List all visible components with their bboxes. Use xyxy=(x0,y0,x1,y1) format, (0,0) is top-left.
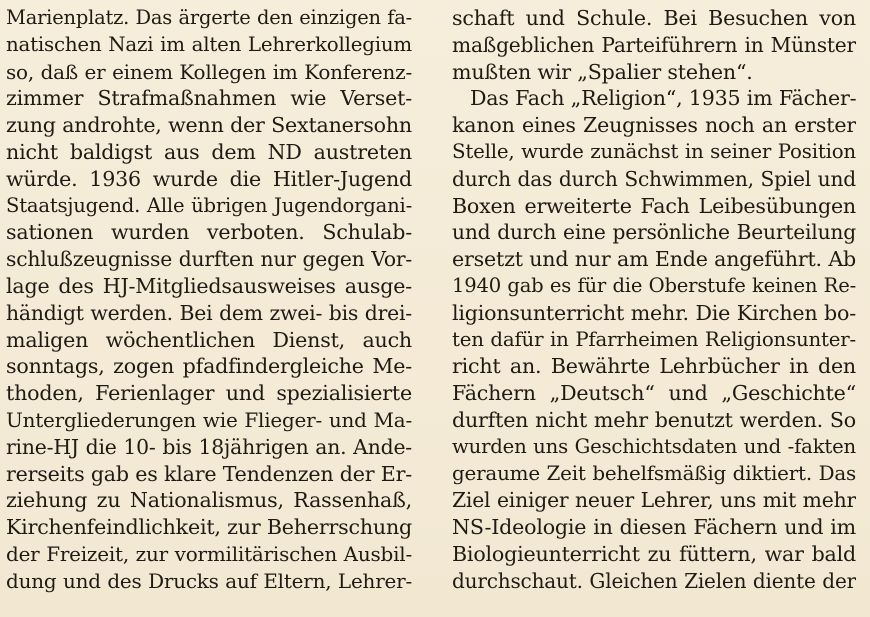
text-line: durch das durch Schwimmen, Spiel und xyxy=(452,166,856,191)
text-line: zimmer Strafmaßnahmen wie Verset- xyxy=(6,86,412,111)
right-text-column xyxy=(452,5,856,595)
text-line: Kirchenfeindlichkeit, zur Beherrschung xyxy=(6,515,412,540)
text-line: Marienplatz. Das ärgerte den einzigen fa- xyxy=(6,6,412,29)
text-line: maßgeblichen Parteiführern in Münster xyxy=(452,32,856,57)
text-line: ten dafür in Pfarrheimen Religionsunter- xyxy=(452,327,856,351)
text-line: wurden uns Geschichtsdaten und -fakten xyxy=(452,434,856,458)
text-line: lage des HJ-Mitgliedsausweises ausge- xyxy=(6,273,412,298)
text-line: geraume Zeit behelfsmäßig diktiert. Das xyxy=(452,461,856,485)
text-line: dung und des Drucks auf Eltern, Lehrer- xyxy=(6,568,412,593)
text-line: NS-Ideologie in diesen Fächern und im xyxy=(452,515,856,540)
text-line: maligen wöchentlichen Dienst, auch xyxy=(6,327,412,352)
text-line: der Freizeit, zur vormilitärischen Ausbil- xyxy=(6,541,412,566)
text-line: Das Fach „Religion“, 1935 im Fächer- xyxy=(470,86,856,111)
text-line: richt an. Bewährte Lehrbücher in den xyxy=(452,354,856,379)
text-line: thoden, Ferienlager und spezialisierte xyxy=(6,381,412,406)
text-line: würde. 1936 wurde die Hitler-Jugend xyxy=(6,166,412,191)
text-line: und durch eine persönliche Beurteilung xyxy=(452,220,856,245)
text-line: Untergliederungen wie Flieger- und Ma- xyxy=(6,407,412,432)
text-line: Boxen erweiterte Fach Leibesübungen xyxy=(452,193,856,218)
text-line: schlußzeugnisse durften nur gegen Vor- xyxy=(6,247,412,272)
text-line: 1940 gab es für die Oberstufe keinen Re- xyxy=(452,273,856,297)
text-line: Ziel einiger neuer Lehrer, uns mit mehr xyxy=(452,488,856,513)
text-line: Biologieunterricht zu füttern, war bald xyxy=(452,541,856,566)
text-line: zung androhte, wenn der Sextanersohn xyxy=(6,113,412,138)
text-line: ersetzt und nur am Ende angeführt. Ab xyxy=(452,247,856,272)
text-line: ligionsunterricht mehr. Die Kirchen bo- xyxy=(452,300,856,325)
text-line: schaft und Schule. Bei Besuchen von xyxy=(452,6,856,30)
text-line: durchschaut. Gleichen Zielen diente der xyxy=(452,568,856,593)
text-line: rine-HJ die 10- bis 18jährigen an. Ande- xyxy=(6,434,412,459)
text-line: natischen Nazi im alten Lehrerkollegium xyxy=(6,32,412,56)
text-line: ziehung zu Nationalismus, Rassenhaß, xyxy=(6,488,412,513)
text-line: Staatsjugend. Alle übrigen Jugendorgani- xyxy=(6,193,412,217)
text-line: händigt werden. Bei dem zwei- bis drei- xyxy=(6,300,412,325)
text-line: sationen wurden verboten. Schulab- xyxy=(6,220,412,245)
text-line: so, daß er einem Kollegen im Konferenz- xyxy=(6,59,412,84)
text-line: rerseits gab es klare Tendenzen der Er- xyxy=(6,461,412,486)
left-text-column xyxy=(6,5,412,595)
text-line: mußten wir „Spalier stehen“. xyxy=(452,59,753,84)
text-line: Fächern „Deutsch“ und „Geschichte“ xyxy=(452,381,856,406)
text-line: Stelle, wurde zunächst in seiner Position xyxy=(452,139,856,163)
text-line: kanon eines Zeugnisses noch an erster xyxy=(452,113,856,138)
text-line: nicht baldigst aus dem ND austreten xyxy=(6,139,412,164)
text-line: durften nicht mehr benutzt werden. So xyxy=(452,407,856,432)
text-line: sonntags, zogen pfadfindergleiche Me- xyxy=(6,354,412,379)
